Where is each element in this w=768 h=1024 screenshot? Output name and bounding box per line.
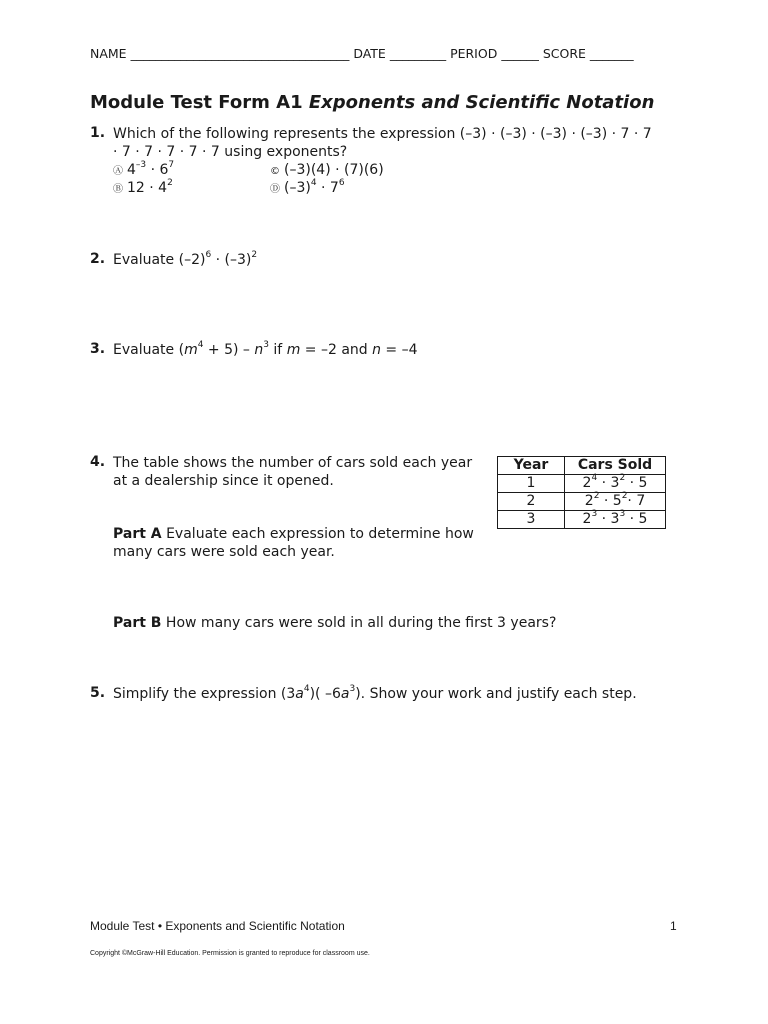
q1-choice-a[interactable]: [113, 161, 174, 181]
q4-number: 4.: [90, 454, 106, 470]
q5-exp1: 4: [303, 684, 310, 695]
name-label: NAME: [90, 46, 127, 61]
part-a-label: Part A: [113, 526, 162, 542]
q3-exp-n: 3: [263, 340, 269, 351]
cars-base1: 2: [584, 493, 594, 509]
score-label: SCORE: [542, 46, 586, 61]
choice-d-mid: · 7: [316, 180, 339, 196]
q3-number: 3.: [90, 341, 106, 357]
table-row: [498, 493, 666, 511]
cars-base2: · 3: [597, 511, 620, 527]
choice-d-exp2: 6: [338, 178, 345, 189]
q2-number: 2.: [90, 251, 106, 267]
period-label: PERIOD: [450, 46, 498, 61]
name-field[interactable]: ___________________________________: [130, 46, 350, 61]
cars-cell: [565, 511, 666, 529]
q4-text: The table shows the number of cars sold each year at a dealership since it opened.: [113, 455, 473, 489]
cars-exp2: 2: [621, 491, 628, 502]
q1-text: Which of the following represents the expression (–3) · (–3) · (–3) · (–3) · 7 · 7 · 7 · 7 · 7 · 7 · 7 using exponents?: [113, 126, 652, 160]
q1-choice-b[interactable]: [113, 179, 173, 199]
q5-exp2: 3: [349, 684, 356, 695]
title-subtitle: Exponents and Scientific Notation: [308, 92, 655, 113]
title-main: Module Test Form A1: [90, 92, 303, 113]
q4-part-a: [113, 525, 488, 561]
cars-exp1: 4: [591, 473, 598, 484]
cars-exp2: 3: [619, 509, 626, 520]
choice-b-exp: 2: [167, 178, 173, 189]
table-row: [498, 475, 666, 493]
q4-part-b: [113, 614, 556, 632]
q5-part3: ). Show your work and justify each step.: [355, 686, 637, 702]
cars-sold-table: [497, 456, 666, 529]
cars-cell: [565, 493, 666, 511]
q5-part1: Simplify the expression (3: [113, 686, 296, 702]
year-cell: 1: [498, 475, 565, 493]
q3-cond-m: m: [286, 342, 301, 358]
choice-c-text: (–3)(4) · (7)(6): [284, 162, 384, 178]
cars-exp1: 2: [593, 491, 600, 502]
choice-b-base: 12 · 4: [127, 180, 168, 196]
col-year-header: Year: [498, 457, 565, 475]
col-cars-header: Cars Sold: [565, 457, 666, 475]
cars-cell: [565, 475, 666, 493]
q5-var2: a: [340, 686, 350, 702]
q3-part2: + 5) –: [203, 342, 255, 358]
date-field[interactable]: _________: [389, 46, 447, 61]
cars-exp1: 3: [591, 509, 598, 520]
period-field[interactable]: ______: [501, 46, 539, 61]
q3-var-n: n: [254, 342, 264, 358]
q5-text: [113, 685, 637, 703]
year-cell: 2: [498, 493, 565, 511]
cars-tail: · 5: [625, 475, 648, 491]
choice-a-marker: Ⓐ: [113, 166, 123, 177]
cars-exp2: 2: [619, 473, 626, 484]
year-cell: 3: [498, 511, 565, 529]
q3-text: [113, 341, 418, 359]
choice-b-marker: Ⓑ: [113, 184, 123, 195]
choice-a-exp1: –3: [135, 160, 147, 171]
choice-a-exp2: 7: [168, 160, 175, 171]
part-a-text: Evaluate each expression to determine how many cars were sold each year.: [113, 526, 474, 560]
q1-number: 1.: [90, 125, 106, 141]
date-label: DATE: [353, 46, 386, 61]
q2-label: Evaluate: [113, 252, 179, 268]
q1-choice-d[interactable]: [270, 179, 345, 199]
q5-number: 5.: [90, 685, 106, 701]
q3-part5: = –4: [380, 342, 418, 358]
q3-var-m: m: [184, 342, 198, 358]
q3-part4: = –2 and: [300, 342, 373, 358]
page-number: 1: [670, 919, 677, 933]
page-title: [90, 92, 654, 113]
q3-part3: if: [268, 342, 287, 358]
q2-base1: (–2): [178, 252, 206, 268]
cars-tail: · 7: [627, 493, 646, 509]
q2-exp1: 6: [205, 250, 212, 261]
copyright-notice: Copyright ©McGraw-Hill Education. Permission is granted to reproduce for classroom use.: [90, 950, 370, 957]
q5-part2: )( –6: [309, 686, 341, 702]
table-header-row: [498, 457, 666, 475]
cars-base1: 2: [582, 511, 592, 527]
q5-var1: a: [295, 686, 304, 702]
part-b-text: How many cars were sold in all during the first 3 years?: [161, 615, 557, 631]
student-info-header: [90, 46, 634, 61]
q2-mid: · (–3): [211, 252, 252, 268]
cars-base2: · 5: [599, 493, 622, 509]
q3-cond-n: n: [372, 342, 381, 358]
cars-base1: 2: [582, 475, 592, 491]
choice-c-marker: ©: [270, 166, 280, 177]
choice-d-marker: Ⓓ: [270, 184, 280, 195]
choice-a-base: 4: [127, 162, 136, 178]
q2-text: [113, 251, 257, 269]
part-b-label: Part B: [113, 615, 162, 631]
choice-d-exp1: 4: [310, 178, 317, 189]
q2-exp2: 2: [251, 250, 258, 261]
q3-exp-m: 4: [197, 340, 204, 351]
table-row: [498, 511, 666, 529]
cars-tail: · 5: [625, 511, 648, 527]
score-field[interactable]: _______: [589, 46, 634, 61]
choice-d-base: (–3): [284, 180, 311, 196]
cars-base2: · 3: [597, 475, 620, 491]
choice-a-mid: · 6: [146, 162, 169, 178]
q3-label: Evaluate (: [113, 342, 185, 358]
q1-choice-c[interactable]: [270, 161, 384, 181]
footer-title: Module Test • Exponents and Scientific Notation: [90, 919, 345, 933]
